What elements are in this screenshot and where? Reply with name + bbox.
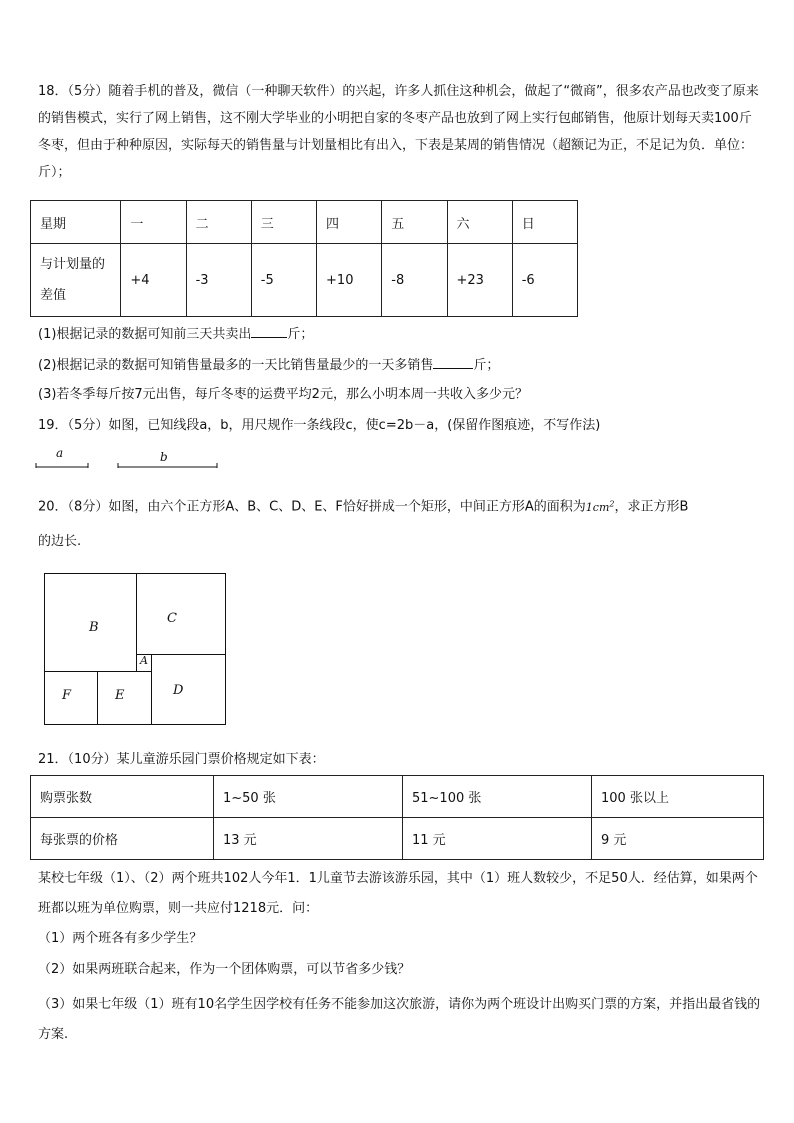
q18-sub1 xyxy=(38,324,313,345)
q18-sub2-text: (2)根据记录的数据可知销售量最多的一天比销售量最少的一天多销售 xyxy=(38,358,434,373)
q18-header-cell: 一 xyxy=(121,201,186,244)
label-D: D xyxy=(173,683,184,698)
q18-sub1-text: (1)根据记录的数据可知前三天共卖出 xyxy=(38,327,252,342)
q18-row-label: 与计划量的差值 xyxy=(31,244,121,317)
segment-b-label: b xyxy=(160,450,168,464)
q21-cell: 1~50 张 xyxy=(214,776,403,818)
q20-line1 xyxy=(38,494,688,518)
q20-area-unit xyxy=(586,501,615,514)
label-F: F xyxy=(62,688,72,703)
q20-text-b: ，求正方形B xyxy=(614,499,689,515)
q21-cell: 13 元 xyxy=(214,818,403,860)
q18-header-cell: 三 xyxy=(251,201,316,244)
q18-header-cell: 日 xyxy=(512,201,577,244)
q21-row-count xyxy=(31,776,764,818)
q18-value-cell: +23 xyxy=(447,244,512,317)
q21-table xyxy=(30,775,764,860)
q18-text: 18．（5分）随着手机的普及，微信（一种聊天软件）的兴起，许多人抓住这种机会，做起了“微商”，很多农产品也改变了原来的销售模式，实行了网上销售，这不刚大学毕业的小明把自家的冬枣产品也放到了网上实行包邮销售，他原计划每天卖100斤冬枣，但由于种种原因，实际每天的销售量与计划量相比有出入，下表是某周的销售情况（超额记为正，不足记为负．单位：斤）； xyxy=(38,84,759,180)
q18-table xyxy=(30,200,578,317)
q20-unit-sup: 2 xyxy=(609,499,615,508)
label-B: B xyxy=(89,620,99,635)
label-A: A xyxy=(140,654,148,667)
q18-header-cell: 四 xyxy=(317,201,382,244)
q18-sub2-unit: 斤； xyxy=(473,358,500,373)
q20-unit: 1cm xyxy=(585,500,610,514)
q21-cell: 9 元 xyxy=(592,818,764,860)
answer-blank xyxy=(433,355,473,369)
q21-body: 某校七年级（1）、（2）两个班共102人今年1．1儿童节去游该游乐园，其中（1）班人数较少，不足50人．经估算，如果两个班都以班为单位购票，则一共应付1218元．问： xyxy=(38,871,758,916)
q18-sub1-unit: 斤； xyxy=(287,327,314,342)
q18-value-cell: -8 xyxy=(382,244,447,317)
q21-cell: 11 元 xyxy=(403,818,592,860)
q18-header-cell: 六 xyxy=(447,201,512,244)
q18-table-value-row xyxy=(31,244,578,317)
q21-cell: 每张票的价格 xyxy=(31,818,214,860)
q19-text: 19．（5分）如图，已知线段a，b，用尺规作一条线段c，使c=2b－a，(保留作图痕迹，不写作法) xyxy=(38,418,601,433)
q18-value-cell: +10 xyxy=(317,244,382,317)
q21-cell: 100 张以上 xyxy=(592,776,764,818)
q18-value-cell: -5 xyxy=(251,244,316,317)
q18-sub2 xyxy=(38,355,499,376)
square-C xyxy=(136,573,226,655)
q20-line2: 的边长. xyxy=(38,534,82,549)
q21-title: 21．（10分）某儿童游乐园门票价格规定如下表： xyxy=(38,752,325,767)
q21-cell: 51~100 张 xyxy=(403,776,592,818)
square-D xyxy=(151,654,226,725)
q18-header-cell: 二 xyxy=(186,201,251,244)
q18-header-cell: 五 xyxy=(382,201,447,244)
q18-sub3: (3)若冬季每斤按7元出售，每斤冬枣的运费平均2元，那么小明本周一共收入多少元？ xyxy=(38,387,528,402)
q21-sub3: （3）如果七年级（1）班有10名学生因学校有任务不能参加这次旅游，请你为两个班设计出购买门票的方案，并指出最省钱的方案. xyxy=(38,997,761,1042)
q18-header-cell: 星期 xyxy=(31,201,121,244)
q21-sub2: （2）如果两班联合起来，作为一个团体购票，可以节省多少钱？ xyxy=(38,962,411,977)
answer-blank xyxy=(251,324,287,338)
q18-value-cell: -6 xyxy=(512,244,577,317)
q18-table-header-row xyxy=(31,201,578,244)
q20-figure xyxy=(44,573,226,725)
label-C: C xyxy=(167,611,177,626)
q21-cell: 购票张数 xyxy=(31,776,214,818)
segment-a xyxy=(36,463,88,468)
q21-sub1: （1）两个班各有多少学生？ xyxy=(38,931,203,946)
q18-value-cell: +4 xyxy=(121,244,186,317)
q18-value-cell: -3 xyxy=(186,244,251,317)
label-E: E xyxy=(115,688,125,703)
segment-a-label: a xyxy=(56,446,64,460)
q21-row-price xyxy=(31,818,764,860)
q20-text-a: 20．（8分）如图，由六个正方形A、B、C、D、E、F恰好拼成一个矩形，中间正方形A的面积为 xyxy=(38,499,586,515)
